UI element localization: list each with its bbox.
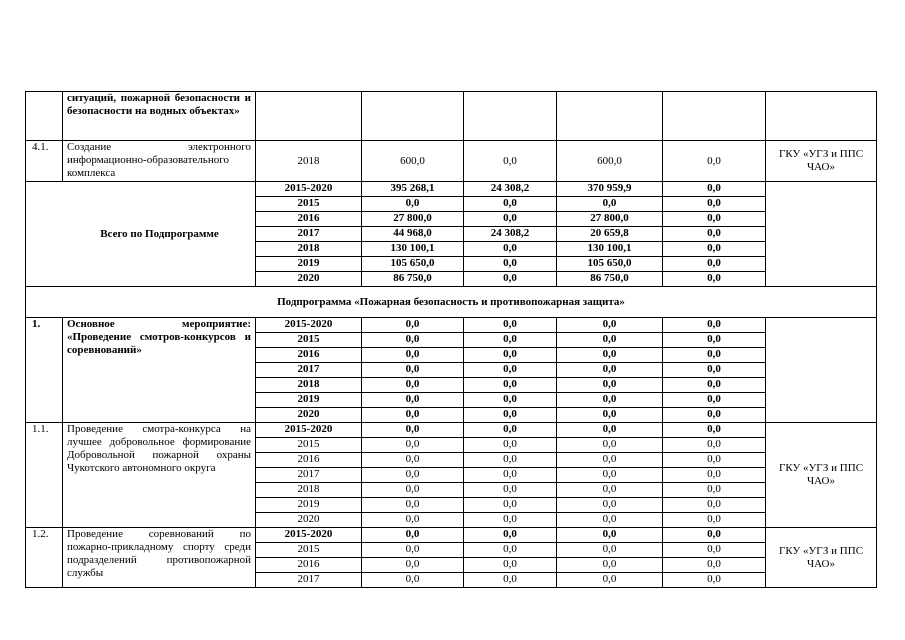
section-row [26,287,877,318]
value-cell: 0,0 [663,528,766,543]
value-cell: 0,0 [362,333,464,348]
value-cell: 27 800,0 [362,212,464,227]
year-cell: 2018 [256,141,362,182]
value-cell: 0,0 [663,408,766,423]
executor-cell: ГКУ «УГЗ и ППС ЧАО» [766,141,877,182]
value-cell: 0,0 [362,438,464,453]
value-cell: 0,0 [362,363,464,378]
value-cell: 0,0 [557,348,663,363]
value-cell: 0,0 [362,573,464,588]
value-cell: 370 959,9 [557,182,663,197]
year-cell: 2016 [256,212,362,227]
value-cell: 0,0 [663,423,766,438]
value-cell: 0,0 [663,393,766,408]
value-cell: 0,0 [464,318,557,333]
table-row-4-1 [26,141,877,182]
year-cell: 2015-2020 [256,423,362,438]
value-cell: 105 650,0 [362,257,464,272]
value-cell: 0,0 [362,378,464,393]
value-cell: 0,0 [663,272,766,287]
executor-cell [766,318,877,423]
value-cell: 0,0 [464,543,557,558]
year-cell: 2020 [256,272,362,287]
year-cell: 2019 [256,257,362,272]
value-cell: 0,0 [663,513,766,528]
year-cell: 2015-2020 [256,182,362,197]
year-cell: 2017 [256,363,362,378]
value-cell: 0,0 [663,212,766,227]
value-cell: 0,0 [663,438,766,453]
value-cell: 600,0 [362,141,464,182]
value-cell: 0,0 [362,453,464,468]
program-table [25,91,877,588]
value-cell: 0,0 [663,363,766,378]
value-cell: 105 650,0 [557,257,663,272]
year-cell: 2019 [256,393,362,408]
value-cell: 0,0 [464,558,557,573]
value-cell: 0,0 [362,318,464,333]
year-cell: 2020 [256,408,362,423]
year-cell: 2015 [256,543,362,558]
value-cell: 130 100,1 [362,242,464,257]
row-name: Создание электронного информационно-образовательного комплекса [63,141,256,182]
value-cell: 0,0 [362,423,464,438]
row-name: Основное мероприятие: «Проведение смотров-конкурсов и соревнований» [63,318,256,423]
year-cell: 2016 [256,558,362,573]
executor-cell [766,182,877,287]
value-cell: 0,0 [464,498,557,513]
value-cell: 0,0 [663,197,766,212]
value-cell: 130 100,1 [557,242,663,257]
value-cell: 0,0 [464,423,557,438]
value-cell: 0,0 [464,272,557,287]
value-cell: 0,0 [663,242,766,257]
row-name: ситуаций, пожарной безопасности и безопасности на водных объектах» [63,92,256,141]
value-cell: 0,0 [663,333,766,348]
value-cell: 0,0 [663,348,766,363]
value-cell: 0,0 [464,348,557,363]
year-cell: 2015 [256,197,362,212]
value-cell: 0,0 [464,483,557,498]
value-cell: 86 750,0 [362,272,464,287]
table-row-continuation [26,92,877,141]
row-number: 1.1. [26,423,63,528]
year-cell: 2015 [256,438,362,453]
value-cell: 0,0 [464,528,557,543]
value-cell: 0,0 [557,318,663,333]
year-cell: 2016 [256,453,362,468]
value-cell: 0,0 [557,408,663,423]
section-title: Подпрограмма «Пожарная безопасность и противопожарная защита» [26,287,877,318]
value-cell: 0,0 [464,513,557,528]
value-cell: 0,0 [663,141,766,182]
value-cell: 0,0 [663,318,766,333]
value-cell: 20 659,8 [557,227,663,242]
value-cell: 0,0 [663,257,766,272]
value-cell: 0,0 [663,378,766,393]
block-name: Всего по Подпрограмме [26,182,256,287]
value-cell: 0,0 [464,573,557,588]
row-name: Проведение соревнований по пожарно-прикладному спорту среди подразделений противопожарной службы [63,528,256,588]
value-cell: 0,0 [557,197,663,212]
value-cell: 0,0 [464,242,557,257]
executor-cell: ГКУ «УГЗ и ППС ЧАО» [766,423,877,528]
value-cell: 0,0 [362,558,464,573]
value-cell: 0,0 [557,573,663,588]
value-cell: 0,0 [362,543,464,558]
value-cell: 0,0 [362,528,464,543]
value-cell: 0,0 [464,468,557,483]
value-cell: 0,0 [557,333,663,348]
value-cell: 0,0 [557,468,663,483]
value-cell: 86 750,0 [557,272,663,287]
executor-cell: ГКУ «УГЗ и ППС ЧАО» [766,528,877,588]
value-cell: 0,0 [464,141,557,182]
value-cell: 0,0 [557,528,663,543]
row-number: 1.2. [26,528,63,588]
value-cell: 0,0 [557,483,663,498]
value-cell: 0,0 [464,438,557,453]
value-cell: 0,0 [464,393,557,408]
value-cell: 0,0 [663,558,766,573]
value-cell: 0,0 [557,453,663,468]
value-cell: 0,0 [464,257,557,272]
year-cell: 2015 [256,333,362,348]
value-cell: 0,0 [362,468,464,483]
value-cell: 0,0 [464,408,557,423]
year-cell: 2017 [256,227,362,242]
value-cell: 395 268,1 [362,182,464,197]
row-number: 4.1. [26,141,63,182]
value-cell: 0,0 [557,438,663,453]
table-row [26,318,877,333]
table-row [26,182,877,197]
value-cell: 0,0 [557,558,663,573]
value-cell: 0,0 [362,348,464,363]
value-cell: 27 800,0 [557,212,663,227]
year-cell: 2019 [256,498,362,513]
year-cell: 2015-2020 [256,528,362,543]
value-cell: 0,0 [362,408,464,423]
year-cell: 2015-2020 [256,318,362,333]
year-cell: 2018 [256,483,362,498]
table-row [26,528,877,543]
value-cell: 0,0 [464,363,557,378]
value-cell: 0,0 [362,393,464,408]
value-cell: 0,0 [557,423,663,438]
value-cell: 0,0 [464,378,557,393]
value-cell: 0,0 [557,363,663,378]
value-cell: 0,0 [362,483,464,498]
value-cell: 0,0 [362,498,464,513]
value-cell: 0,0 [663,573,766,588]
value-cell: 0,0 [663,453,766,468]
value-cell: 0,0 [557,393,663,408]
year-cell: 2018 [256,242,362,257]
value-cell: 600,0 [557,141,663,182]
value-cell: 0,0 [557,543,663,558]
year-cell: 2017 [256,468,362,483]
value-cell: 0,0 [557,513,663,528]
value-cell: 0,0 [663,543,766,558]
year-cell: 2020 [256,513,362,528]
year-cell: 2016 [256,348,362,363]
value-cell: 0,0 [557,498,663,513]
year-cell: 2018 [256,378,362,393]
value-cell: 0,0 [464,333,557,348]
value-cell: 0,0 [464,212,557,227]
value-cell: 0,0 [663,483,766,498]
value-cell: 0,0 [663,227,766,242]
value-cell: 44 968,0 [362,227,464,242]
year-cell: 2017 [256,573,362,588]
value-cell: 0,0 [362,197,464,212]
value-cell: 0,0 [464,453,557,468]
value-cell: 0,0 [663,468,766,483]
value-cell: 0,0 [464,197,557,212]
value-cell: 24 308,2 [464,182,557,197]
value-cell: 0,0 [663,182,766,197]
table-row [26,423,877,438]
value-cell: 0,0 [362,513,464,528]
row-name: Проведение смотра-конкурса на лучшее добровольное формирование Добровольной пожарной охраны Чукотского автономного округа [63,423,256,528]
row-number: 1. [26,318,63,423]
value-cell: 0,0 [557,378,663,393]
value-cell: 0,0 [663,498,766,513]
value-cell: 24 308,2 [464,227,557,242]
